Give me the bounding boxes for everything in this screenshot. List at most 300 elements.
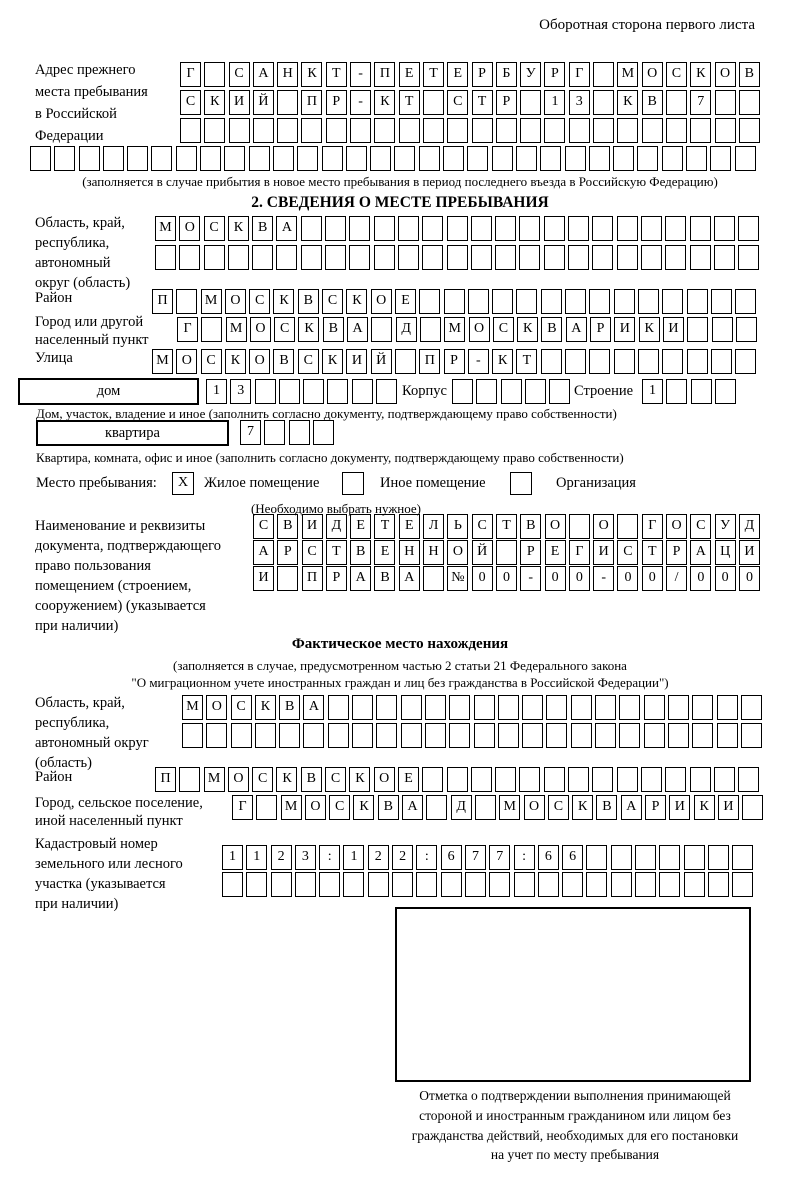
char-box: У [520, 62, 541, 87]
stamp-note-line: гражданства действий, необходимых для его постановки [411, 1127, 739, 1143]
char-box [715, 379, 736, 404]
char-box [350, 118, 371, 143]
char-box: 1 [246, 845, 267, 870]
char-box [638, 349, 659, 374]
mesto-label: Место пребывания: [36, 475, 157, 491]
char-box: К [204, 90, 225, 115]
checkbox-organizaciya [510, 472, 532, 495]
char-box: Д [451, 795, 472, 820]
char-box [714, 216, 735, 241]
char-box [735, 146, 756, 171]
char-box [253, 118, 274, 143]
char-box [496, 118, 517, 143]
char-box [516, 289, 537, 314]
char-box: С [298, 349, 319, 374]
char-box: 7 [465, 845, 486, 870]
char-box: Е [447, 62, 468, 87]
char-box: К [322, 349, 343, 374]
char-box: С [617, 540, 638, 565]
char-box [732, 872, 753, 897]
char-box: Т [516, 349, 537, 374]
char-box [349, 216, 370, 241]
char-box [692, 723, 713, 748]
char-box: К [301, 62, 322, 87]
char-box [593, 90, 614, 115]
prev-address-row-2 [180, 90, 760, 115]
char-box [326, 118, 347, 143]
document-label-line: сооружением) (указывается [35, 598, 206, 614]
char-box: 7 [240, 420, 261, 445]
char-box [562, 872, 583, 897]
char-box [370, 146, 391, 171]
document-row-2 [253, 540, 760, 565]
char-box [665, 245, 686, 270]
char-box: А [621, 795, 642, 820]
char-box: О [305, 795, 326, 820]
char-box: И [663, 317, 684, 342]
char-box [595, 723, 616, 748]
char-box [666, 118, 687, 143]
char-box [392, 872, 413, 897]
char-box: Т [496, 514, 517, 539]
char-box [54, 146, 75, 171]
prev-address-label-line: Адрес прежнего [35, 62, 136, 78]
char-box: С [249, 289, 270, 314]
char-box: Ь [447, 514, 468, 539]
char-box: К [276, 767, 297, 792]
char-box [565, 146, 586, 171]
char-box: А [253, 540, 274, 565]
char-box [476, 379, 497, 404]
char-box [328, 723, 349, 748]
dom-note: Дом, участок, владение и иное (заполнить согласно документу, подтверждающему право собственности) [36, 406, 617, 421]
char-box: М [204, 767, 225, 792]
raion2-row [155, 767, 759, 792]
char-box [425, 723, 446, 748]
char-box [708, 845, 729, 870]
char-box: О [374, 767, 395, 792]
char-box [498, 695, 519, 720]
char-box: Е [374, 540, 395, 565]
char-box: О [206, 695, 227, 720]
char-box [662, 349, 683, 374]
char-box [322, 146, 343, 171]
char-box: Е [398, 767, 419, 792]
char-box [546, 695, 567, 720]
char-box: О [469, 317, 490, 342]
char-box [665, 767, 686, 792]
char-box: 7 [690, 90, 711, 115]
char-box [544, 245, 565, 270]
char-box [684, 845, 705, 870]
char-box [641, 767, 662, 792]
char-box [690, 118, 711, 143]
char-box: А [566, 317, 587, 342]
char-box [565, 289, 586, 314]
oblast-label-line: республика, [35, 235, 110, 251]
char-box: Т [374, 514, 395, 539]
char-box: О [545, 514, 566, 539]
char-box: С [325, 767, 346, 792]
char-box [519, 216, 540, 241]
char-box: № [447, 566, 468, 591]
char-box: 2 [271, 845, 292, 870]
char-box: С [252, 767, 273, 792]
char-box: Е [399, 514, 420, 539]
raion-label: Район [35, 290, 73, 306]
char-box: М [152, 349, 173, 374]
char-box [376, 379, 397, 404]
char-box [541, 289, 562, 314]
char-box [279, 723, 300, 748]
char-box: И [614, 317, 635, 342]
char-box [741, 723, 762, 748]
char-box [541, 349, 562, 374]
char-box: Т [472, 90, 493, 115]
char-box [319, 872, 340, 897]
char-box [595, 695, 616, 720]
char-box: У [715, 514, 736, 539]
char-box: Р [544, 62, 565, 87]
char-box: Т [326, 540, 347, 565]
char-box: К [225, 349, 246, 374]
char-box: В [279, 695, 300, 720]
char-box: С [253, 514, 274, 539]
char-box: П [302, 566, 323, 591]
char-box [328, 695, 349, 720]
actual-location-subtitle-line: "О миграционном учете иностранных граждан и лиц без гражданства в Российской Федерации") [131, 675, 669, 690]
char-box [569, 118, 590, 143]
char-box [416, 872, 437, 897]
document-label-line: документа, подтверждающего [35, 538, 221, 554]
char-box: 6 [538, 845, 559, 870]
document-label-line: Наименование и реквизиты [35, 518, 206, 534]
char-box [662, 289, 683, 314]
char-box [182, 723, 203, 748]
char-box [228, 245, 249, 270]
char-box [471, 216, 492, 241]
char-box [496, 540, 517, 565]
char-box: И [229, 90, 250, 115]
char-box: В [301, 767, 322, 792]
char-box: А [347, 317, 368, 342]
actual-location-heading: Фактическое место нахождения [291, 636, 509, 652]
char-box: П [155, 767, 176, 792]
char-box [303, 379, 324, 404]
char-box: К [617, 90, 638, 115]
char-box [271, 872, 292, 897]
char-box [735, 349, 756, 374]
char-box [472, 118, 493, 143]
char-box: А [253, 62, 274, 87]
char-box: 3 [569, 90, 590, 115]
oblast2-label-line: (область) [35, 755, 92, 771]
char-box: : [514, 845, 535, 870]
char-box: О [228, 767, 249, 792]
char-box [739, 118, 760, 143]
char-box: Т [423, 62, 444, 87]
char-box [540, 146, 561, 171]
section2-heading: 2. СВЕДЕНИЯ О МЕСТЕ ПРЕБЫВАНИЯ [251, 194, 549, 211]
char-box: С [204, 216, 225, 241]
char-box [441, 872, 462, 897]
kvartira-box: квартира [36, 420, 229, 446]
char-box [301, 245, 322, 270]
char-box [691, 379, 712, 404]
char-box [565, 349, 586, 374]
char-box [443, 146, 464, 171]
char-box [711, 289, 732, 314]
char-box [222, 872, 243, 897]
char-box [617, 118, 638, 143]
char-box: Г [177, 317, 198, 342]
char-box: В [298, 289, 319, 314]
char-box [249, 146, 270, 171]
char-box [686, 146, 707, 171]
prev-address-label-line: места пребывания [35, 84, 148, 100]
char-box: 0 [642, 566, 663, 591]
checkbox-inoe [342, 472, 364, 495]
char-box: Е [395, 289, 416, 314]
char-box [352, 695, 373, 720]
char-box [471, 245, 492, 270]
char-box [495, 767, 516, 792]
char-box: О [524, 795, 545, 820]
char-box: К [639, 317, 660, 342]
char-box [279, 379, 300, 404]
korpus-cells [452, 379, 570, 404]
kadastr-label-line: при наличии) [35, 896, 119, 912]
oblast2-label-line: Область, край, [35, 695, 125, 711]
char-box [371, 317, 392, 342]
char-box: Г [232, 795, 253, 820]
prev-address-row-3 [180, 118, 760, 143]
char-box: Е [545, 540, 566, 565]
char-box [495, 216, 516, 241]
char-box [313, 420, 334, 445]
char-box: М [444, 317, 465, 342]
char-box [592, 767, 613, 792]
oblast-row-2 [155, 245, 759, 270]
char-box [668, 695, 689, 720]
char-box [349, 245, 370, 270]
char-box: Р [472, 62, 493, 87]
char-box: - [350, 90, 371, 115]
char-box: В [541, 317, 562, 342]
char-box [586, 845, 607, 870]
char-box [665, 216, 686, 241]
char-box [374, 216, 395, 241]
char-box: В [378, 795, 399, 820]
stroenie-label: Строение [574, 383, 634, 399]
char-box: А [276, 216, 297, 241]
oblast-label-line: Область, край, [35, 215, 125, 231]
char-box [736, 317, 757, 342]
char-box [395, 349, 416, 374]
char-box: - [468, 349, 489, 374]
char-box: 0 [690, 566, 711, 591]
char-box: И [739, 540, 760, 565]
char-box: В [596, 795, 617, 820]
char-box: 0 [617, 566, 638, 591]
dom-cells [206, 379, 397, 404]
char-box [401, 723, 422, 748]
char-box [687, 317, 708, 342]
char-box [343, 872, 364, 897]
opt-inoe-label: Иное помещение [380, 475, 486, 491]
char-box [714, 245, 735, 270]
char-box [489, 872, 510, 897]
actual-location-subtitle-line: (заполняется в случае, предусмотренном частью 2 статьи 21 Федерального закона [173, 658, 627, 673]
checkbox-zhiloe: X [172, 472, 194, 495]
char-box: В [350, 540, 371, 565]
char-box [642, 118, 663, 143]
prev-address-note: (заполняется в случае прибытия в новое место пребывания в период последнего въезда в Российскую Федерацию) [82, 174, 718, 189]
char-box [492, 289, 513, 314]
document-label-line: помещением (строением, [35, 578, 192, 594]
char-box: Р [520, 540, 541, 565]
char-box [264, 420, 285, 445]
char-box [327, 379, 348, 404]
char-box [127, 146, 148, 171]
char-box [374, 118, 395, 143]
char-box: Ц [715, 540, 736, 565]
char-box: Р [326, 566, 347, 591]
char-box [617, 514, 638, 539]
char-box: С [666, 62, 687, 87]
char-box [514, 872, 535, 897]
char-box: Р [666, 540, 687, 565]
char-box [741, 695, 762, 720]
raion-row [152, 289, 756, 314]
char-box: С [201, 349, 222, 374]
char-box: 0 [472, 566, 493, 591]
char-box [735, 289, 756, 314]
char-box: Т [642, 540, 663, 565]
char-box [593, 118, 614, 143]
char-box: Т [399, 90, 420, 115]
char-box [687, 289, 708, 314]
char-box: 7 [489, 845, 510, 870]
char-box: В [374, 566, 395, 591]
stamp-note-line: Отметка о подтверждении выполнения принимающей [419, 1088, 731, 1103]
char-box [474, 723, 495, 748]
char-box: 0 [739, 566, 760, 591]
char-box [714, 767, 735, 792]
char-box [666, 379, 687, 404]
char-box [277, 90, 298, 115]
char-box: 2 [392, 845, 413, 870]
char-box [619, 723, 640, 748]
char-box: Р [326, 90, 347, 115]
char-box [538, 872, 559, 897]
char-box: И [302, 514, 323, 539]
char-box: М [281, 795, 302, 820]
char-box [447, 245, 468, 270]
char-box: Г [642, 514, 663, 539]
char-box: И [346, 349, 367, 374]
char-box: О [666, 514, 687, 539]
char-box [668, 723, 689, 748]
stamp-note-line: на учет по месту пребывания [490, 1147, 660, 1163]
char-box: Н [277, 62, 298, 87]
char-box [525, 379, 546, 404]
char-box: М [201, 289, 222, 314]
char-box [492, 146, 513, 171]
kadastr-row-2 [222, 872, 753, 897]
char-box [79, 146, 100, 171]
char-box [710, 146, 731, 171]
oblast2-row-2 [182, 723, 762, 748]
char-box [422, 216, 443, 241]
char-box: О [225, 289, 246, 314]
document-row-3 [253, 566, 760, 591]
char-box: В [739, 62, 760, 87]
char-box [467, 146, 488, 171]
char-box [635, 872, 656, 897]
char-box: 0 [496, 566, 517, 591]
char-box [544, 767, 565, 792]
char-box: К [690, 62, 711, 87]
char-box [617, 245, 638, 270]
char-box: Е [350, 514, 371, 539]
char-box: 0 [545, 566, 566, 591]
char-box [325, 245, 346, 270]
char-box [690, 216, 711, 241]
char-box [546, 723, 567, 748]
char-box [544, 216, 565, 241]
char-box: И [593, 540, 614, 565]
char-box: О [250, 317, 271, 342]
char-box: О [176, 349, 197, 374]
char-box [201, 317, 222, 342]
kadastr-label-line: Кадастровый номер [35, 836, 158, 852]
char-box [568, 767, 589, 792]
char-box [549, 379, 570, 404]
char-box [422, 245, 443, 270]
char-box [103, 146, 124, 171]
char-box [520, 90, 541, 115]
ulitsa-label: Улица [35, 350, 73, 366]
char-box: / [666, 566, 687, 591]
char-box: В [252, 216, 273, 241]
char-box [419, 289, 440, 314]
char-box: И [718, 795, 739, 820]
char-box [659, 845, 680, 870]
char-box: 3 [295, 845, 316, 870]
dom-box: дом [18, 378, 199, 405]
document-label-line: право пользования [35, 558, 151, 574]
kadastr-row-1 [222, 845, 753, 870]
char-box: 6 [441, 845, 462, 870]
char-box [255, 723, 276, 748]
char-box: К [349, 767, 370, 792]
char-box [289, 420, 310, 445]
char-box: С [690, 514, 711, 539]
char-box [277, 118, 298, 143]
char-box: - [350, 62, 371, 87]
char-box: А [402, 795, 423, 820]
char-box [644, 723, 665, 748]
gorod-row [177, 317, 757, 342]
char-box: - [520, 566, 541, 591]
char-box [589, 146, 610, 171]
char-box [151, 146, 172, 171]
char-box: О [371, 289, 392, 314]
char-box [708, 872, 729, 897]
char-box [465, 872, 486, 897]
char-box: Т [326, 62, 347, 87]
